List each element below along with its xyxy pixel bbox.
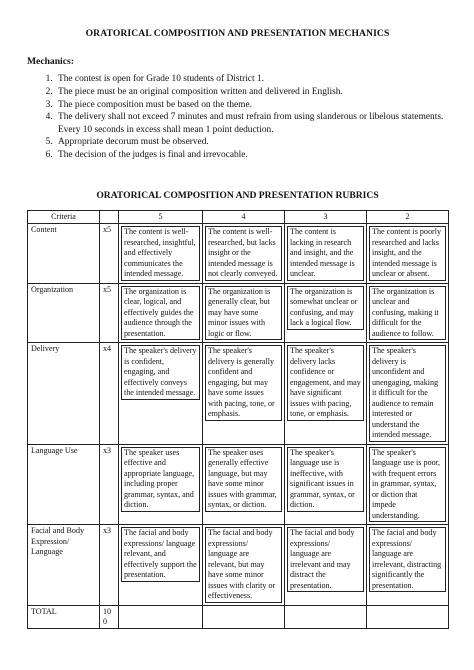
criteria-cell: Facial and Body Expression/ Language	[28, 525, 100, 606]
empty-cell	[119, 605, 203, 628]
rubric-row-language-use	[28, 444, 449, 525]
criteria-cell: Content	[28, 224, 100, 284]
score-cell	[285, 343, 367, 445]
rubric-row-content	[28, 224, 449, 284]
score-cell	[367, 343, 449, 445]
header-score-4: 4	[203, 210, 285, 224]
score-text: The content is poorly researched and lacks insight, and the intended message is unclear or absent.	[369, 226, 446, 281]
score-text: The organization is clear, logical, and effectively guides the audience through the presentation.	[121, 286, 200, 341]
rubric-row-expression	[28, 525, 449, 606]
rule-item: 1. The contest is open for Grade 10 students of District 1.	[55, 73, 448, 85]
weight-cell: x5	[100, 283, 119, 343]
score-cell	[285, 525, 367, 606]
score-text: The speaker uses effective and appropriate language, including proper grammar, syntax, and diction.	[121, 447, 200, 512]
score-text: The speaker's language use is ineffective, with significant issues in grammar, syntax, or diction.	[287, 447, 364, 512]
rubric-header-row	[28, 210, 449, 224]
score-cell	[203, 343, 285, 445]
score-cell	[367, 224, 449, 284]
score-cell	[285, 283, 367, 343]
weight-cell: x4	[100, 343, 119, 445]
rubric-row-organization	[28, 283, 449, 343]
score-text: The facial and body expressions/ language relevant, and effectively support the presentation.	[121, 527, 200, 582]
score-text: The content is well-researched, insightful, and effectively communicates the intended message.	[121, 226, 200, 281]
rubric-title: ORATORICAL COMPOSITION AND PRESENTATION RUBRICS	[96, 189, 379, 201]
rules-list	[27, 73, 448, 162]
score-cell	[119, 283, 203, 343]
score-text: The facial and body expressions/ language are irrelevant, distracting significantly the presentation.	[369, 527, 446, 592]
score-cell	[285, 224, 367, 284]
score-text: The speaker's delivery is generally confident and engaging, but may have some issues with pacing, tone, or emphasis.	[205, 345, 282, 421]
mechanics-title: ORATORICAL COMPOSITION AND PRESENTATION MECHANICS	[85, 28, 390, 39]
criteria-cell: Organization	[28, 283, 100, 343]
rubric-row-total	[28, 605, 449, 628]
score-text: The speaker's delivery is unconfident and unengaging, making it difficult for the audience to remain interested or understand the intended message.	[369, 345, 446, 442]
score-cell	[119, 343, 203, 445]
score-text: The organization is unclear and confusing, making it difficult for the audience to follow.	[369, 286, 446, 341]
score-text: The speaker's delivery is confident, engaging, and effectively conveys the intended message.	[121, 345, 200, 400]
score-cell	[367, 444, 449, 525]
rule-item: 3. The piece composition must be based on the theme.	[55, 99, 448, 111]
header-score-2: 2	[367, 210, 449, 224]
score-cell	[367, 283, 449, 343]
header-score-5: 5	[119, 210, 203, 224]
mechanics-heading: Mechanics:	[27, 56, 74, 67]
weight-cell: x3	[100, 444, 119, 525]
header-criteria: Criteria	[28, 210, 100, 224]
header-weight	[100, 210, 119, 224]
score-cell	[119, 224, 203, 284]
empty-cell	[285, 605, 367, 628]
score-text: The content is well-researched, but lacks insight or the intended message is not clearly conveyed.	[205, 226, 282, 281]
weight-cell: x5	[100, 224, 119, 284]
score-cell	[203, 283, 285, 343]
criteria-cell: Delivery	[28, 343, 100, 445]
score-cell	[285, 444, 367, 525]
rubric-row-delivery	[28, 343, 449, 445]
weight-cell: x3	[100, 525, 119, 606]
rule-item: 2. The piece must be an original composition written and delivered in English.	[55, 86, 448, 98]
score-text: The speaker's delivery lacks confidence or engagement, and may have significant issues with pacing, tone, or emphasis.	[287, 345, 364, 421]
total-label: TOTAL	[28, 605, 100, 628]
score-cell	[119, 444, 203, 525]
score-cell	[119, 525, 203, 606]
total-value: 100	[100, 605, 119, 628]
score-text: The speaker uses generally effective language, but may have some minor issues with grammar, syntax, or diction.	[205, 447, 282, 512]
score-text: The organization is generally clear, but may have some minor issues with logic or flow.	[205, 286, 282, 341]
rule-item: 5. Appropriate decorum must be observed.	[55, 136, 448, 148]
score-cell	[203, 224, 285, 284]
score-text: The organization is somewhat unclear or confusing, and may lack a logical flow.	[287, 286, 364, 330]
header-score-3: 3	[285, 210, 367, 224]
rule-item: 4. The delivery shall not exceed 7 minutes and must refrain from using slanderous or libelous statements. Every 10 seconds in excess shall mean 1 point deduction.	[55, 111, 448, 136]
score-text: The content is lacking in research and insight, and the intended message is unclear.	[287, 226, 364, 281]
score-text: The speaker's language use is poor, with frequent errors in grammar, syntax, or diction that impede understanding.	[369, 447, 446, 523]
empty-cell	[203, 605, 285, 628]
score-cell	[203, 444, 285, 525]
rubric-table	[27, 210, 449, 629]
score-cell	[367, 525, 449, 606]
empty-cell	[367, 605, 449, 628]
score-text: The facial and body expressions/ language are relevant, but may have some minor issues with clarity or effectiveness.	[205, 527, 282, 603]
criteria-cell: Language Use	[28, 444, 100, 525]
score-cell	[203, 525, 285, 606]
score-text: The facial and body expressions/ language are irrelevant and may distract the presentation.	[287, 527, 364, 592]
rule-item: 6. The decision of the judges is final and irrevocable.	[55, 149, 448, 161]
